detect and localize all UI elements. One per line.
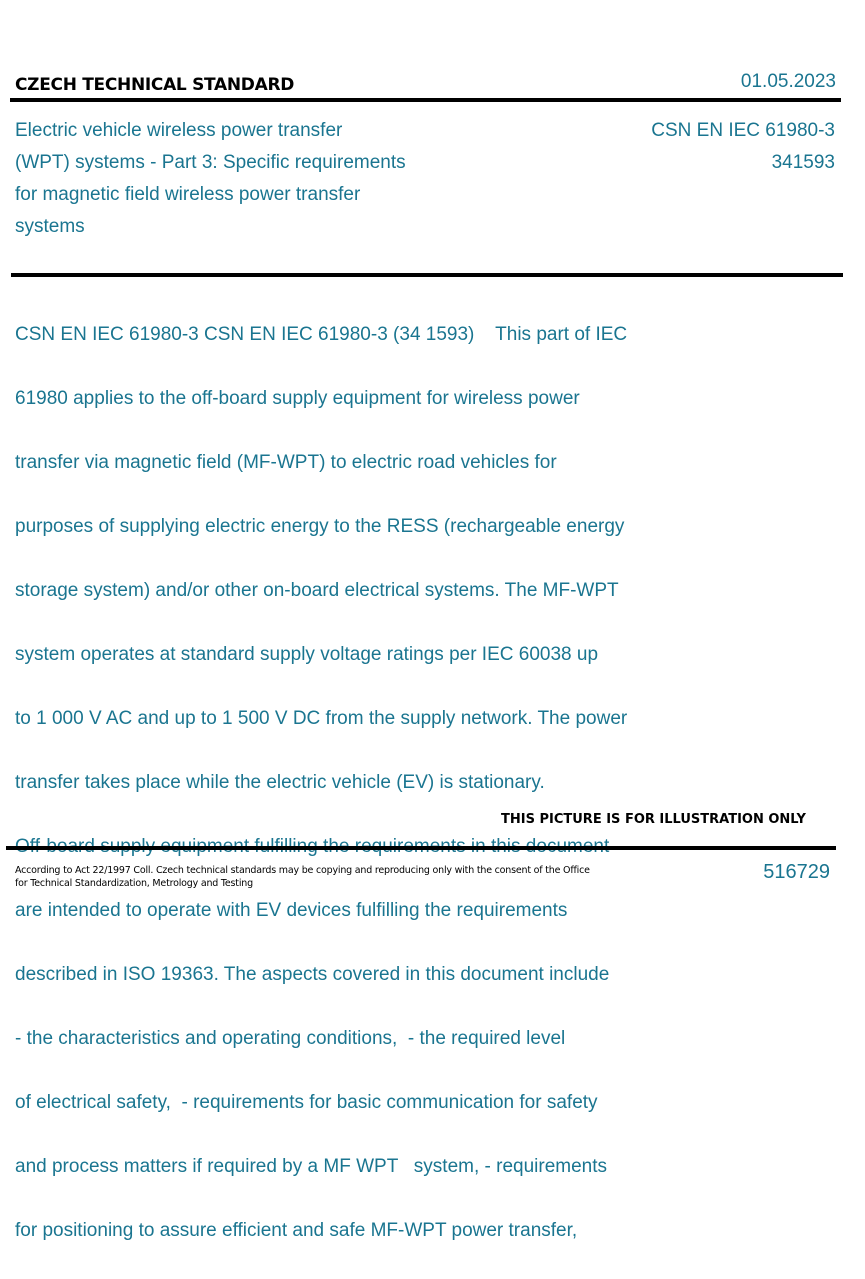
title-line: (WPT) systems - Part 3: Specific requirements <box>15 152 406 173</box>
abstract-line: of electrical safety, - requirements for basic communication for safety <box>15 1092 598 1113</box>
publication-date: 01.05.2023 <box>740 71 836 92</box>
abstract-line: described in ISO 19363. The aspects covered in this document include <box>15 964 610 985</box>
footer-divider <box>6 846 836 850</box>
standard-code: CSN EN IEC 61980-3 <box>651 120 835 141</box>
document-code-block <box>651 115 835 179</box>
title-line: systems <box>15 216 85 237</box>
legal-notice <box>15 865 590 890</box>
abstract-line: 61980 applies to the off-board supply equipment for wireless power <box>15 388 580 409</box>
abstract-line: Off-board supply equipment fulfilling the requirements in this document <box>15 836 610 857</box>
document-title <box>15 115 475 243</box>
abstract-line: transfer via magnetic field (MF-WPT) to electric road vehicles for <box>15 452 557 473</box>
abstract-line: are intended to operate with EV devices fulfilling the requirements <box>15 900 568 921</box>
abstract-line: and process matters if required by a MF WPT system, - requirements <box>15 1156 608 1177</box>
title-divider <box>11 273 843 277</box>
catalog-number: 516729 <box>763 861 830 883</box>
abstract-line: CSN EN IEC 61980-3 CSN EN IEC 61980-3 (34 1593) This part of IEC <box>15 324 628 345</box>
abstract-line: - the characteristics and operating conditions, - the required level <box>15 1028 566 1049</box>
legal-line: for Technical Standardization, Metrology and Testing <box>15 877 253 889</box>
abstract-line: storage system) and/or other on-board electrical systems. The MF-WPT <box>15 580 619 601</box>
class-number: 341593 <box>771 152 835 173</box>
title-line: Electric vehicle wireless power transfer <box>15 120 343 141</box>
legal-line: According to Act 22/1997 Coll. Czech technical standards may be copying and reproducing only with the consent of the Office <box>15 865 590 876</box>
abstract-line: purposes of supplying electric energy to the RESS (rechargeable energy <box>15 516 625 537</box>
abstract-line: system operates at standard supply voltage ratings per IEC 60038 up <box>15 644 599 665</box>
header-divider <box>10 98 841 102</box>
abstract-line: for positioning to assure efficient and safe MF-WPT power transfer, <box>15 1220 578 1241</box>
abstract-line: to 1 000 V AC and up to 1 500 V DC from the supply network. The power <box>15 708 628 729</box>
title-line: for magnetic field wireless power transfer <box>15 184 361 205</box>
abstract-text <box>15 287 715 1279</box>
standard-type-heading: CZECH TECHNICAL STANDARD <box>15 75 295 95</box>
illustration-note: THIS PICTURE IS FOR ILLUSTRATION ONLY <box>501 812 806 827</box>
abstract-line: transfer takes place while the electric vehicle (EV) is stationary. <box>15 772 545 793</box>
